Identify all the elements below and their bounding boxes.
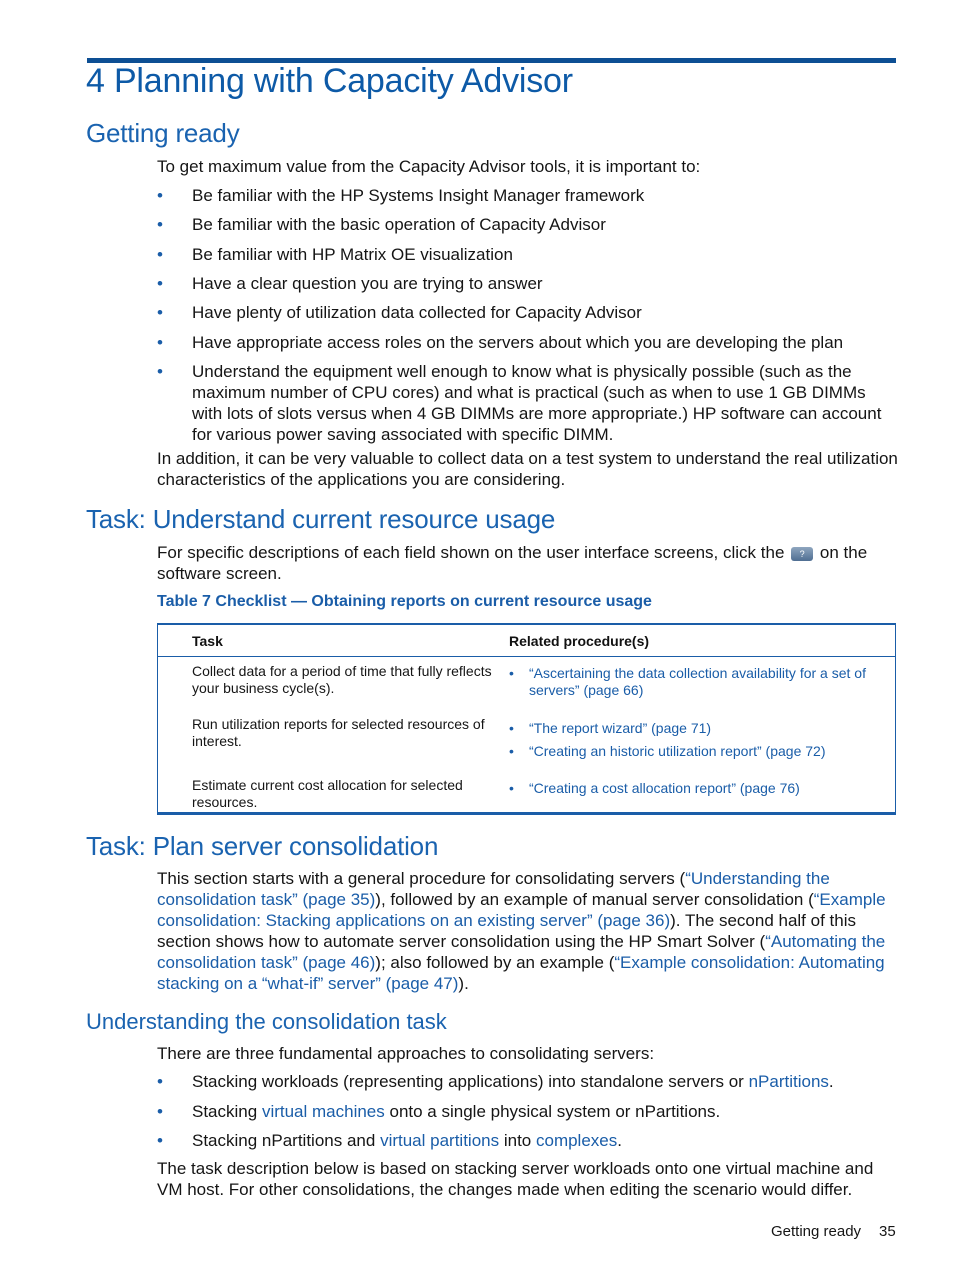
bullet-icon: • <box>157 1131 163 1150</box>
list-item: • Be familiar with the basic operation of Capacity Advisor <box>157 215 606 234</box>
list-item: • Be familiar with the HP Systems Insight Manager framework <box>157 186 645 205</box>
list-item: • Understand the equipment well enough to know what is physically possible (such as the maximum number of CPU cores) and what is practical (such as when to use 1 GB DIMMs with lots of slots versus when 4 GB DIMMs are more appropriate.) HP software can account for various power saving associated with specific DIMM. <box>157 362 882 444</box>
link-complexes[interactable]: complexes <box>535 1131 618 1150</box>
list-item: • Have a clear question you are trying to answer <box>157 274 543 293</box>
help-icon: ? <box>791 547 813 561</box>
bullet-icon: • <box>509 720 514 736</box>
getting-ready-closing: In addition, it can be very valuable to collect data on a test system to understand the real utilization characteristics of the applications you are considering. <box>157 449 898 489</box>
list-item: • Stacking workloads (representing applications) into standalone servers or nPartitions. <box>157 1072 834 1091</box>
bullet-icon: • <box>509 743 514 759</box>
bullet-icon: • <box>157 215 163 234</box>
getting-ready-list <box>157 185 899 445</box>
procedure-link[interactable]: • “The report wizard” (page 71) <box>509 720 712 736</box>
link-example-stacking[interactable]: “Example consolidation: Stacking applications on an existing server” (page 36) <box>157 890 886 930</box>
link-npartitions[interactable]: nPartitions <box>748 1072 829 1091</box>
footer-section-name: Getting ready <box>771 1223 862 1240</box>
section-heading-plan-consolidation: Task: Plan server consolidation <box>86 831 439 861</box>
bullet-icon: • <box>157 186 163 205</box>
getting-ready-intro: To get maximum value from the Capacity Advisor tools, it is important to: <box>157 157 701 176</box>
bullet-icon: • <box>157 1072 163 1091</box>
bullet-icon: • <box>509 780 514 796</box>
list-item: • Have appropriate access roles on the servers about which you are developing the plan <box>157 333 844 352</box>
link-virtual-machines[interactable]: virtual machines <box>261 1102 385 1121</box>
table-cell-procedures <box>509 780 879 803</box>
bullet-icon: • <box>157 274 163 293</box>
procedure-link[interactable]: • “Creating a cost allocation report” (page 76) <box>509 780 800 796</box>
bullet-icon: • <box>509 665 514 681</box>
list-item: • Stacking virtual machines onto a single physical system or nPartitions. <box>157 1102 721 1121</box>
checklist-table <box>157 623 896 815</box>
table-cell-task: Collect data for a period of time that fully reflects your business cycle(s). <box>192 663 492 696</box>
understanding-intro: There are three fundamental approaches to consolidating servers: <box>157 1044 655 1063</box>
footer-page-number: 35 <box>879 1223 896 1240</box>
consolidation-paragraph: This section starts with a general procedure for consolidating servers (“Understanding the consolidation task” (page 35)), followed by an example of manual server consolidation (“Example consolidation: Stacking applications on an existing server” (page 36)). The second half of this section shows how to automate server consolidation using the HP Smart Solver (“Automating the consolidation task” (page 46)); also followed by an example (“Example consolidation: Automating stacking on a “what-if” server” (page 47)). <box>157 869 886 993</box>
bullet-icon: • <box>157 1102 163 1121</box>
table-cell-task: Run utilization reports for selected resources of interest. <box>192 716 485 749</box>
list-item: • Be familiar with HP Matrix OE visualization <box>157 245 513 264</box>
section-heading-resource-usage: Task: Understand current resource usage <box>86 504 556 534</box>
link-example-automating[interactable]: “Example consolidation: Automating stacking on a “what-if” server” (page 47) <box>157 953 885 993</box>
procedure-link[interactable]: • “Ascertaining the data collection availability for a set of servers” (page 66) <box>509 665 866 698</box>
table-cell-procedures <box>509 665 879 705</box>
link-virtual-partitions[interactable]: virtual partitions <box>380 1131 500 1150</box>
link-automating-task[interactable]: “Automating the consolidation task” (page 46) <box>157 932 886 972</box>
table-cell-task: Estimate current cost allocation for selected resources. <box>192 777 463 810</box>
resource-usage-paragraph: For specific descriptions of each field shown on the user interface screens, click the ? on the software screen. <box>157 543 868 583</box>
section-heading-getting-ready: Getting ready <box>86 118 240 148</box>
bullet-icon: • <box>157 362 163 381</box>
column-header-procedures: Related procedure(s) <box>509 633 650 649</box>
bullet-icon: • <box>157 303 163 322</box>
table-caption: Table 7 Checklist — Obtaining reports on current resource usage <box>157 593 652 610</box>
column-header-task: Task <box>192 633 223 649</box>
bullet-icon: • <box>157 245 163 264</box>
list-item: • Have plenty of utilization data collected for Capacity Advisor <box>157 303 642 322</box>
list-item: • Stacking nPartitions and virtual partitions into complexes. <box>157 1131 622 1150</box>
bullet-icon: • <box>157 333 163 352</box>
chapter-title: 4 Planning with Capacity Advisor <box>86 62 573 100</box>
subsection-heading-understanding: Understanding the consolidation task <box>86 1009 447 1034</box>
table-header-row <box>158 625 895 657</box>
procedure-link[interactable]: • “Creating an historic utilization report” (page 72) <box>509 743 826 759</box>
link-understanding-task[interactable]: “Understanding the consolidation task” (page 35) <box>157 869 830 909</box>
understanding-closing: The task description below is based on stacking server workloads onto one virtual machine and VM host. For other consolidations, the changes made when editing the scenario would differ. <box>157 1159 874 1199</box>
understanding-list <box>157 1071 899 1151</box>
table-cell-procedures <box>509 720 879 766</box>
